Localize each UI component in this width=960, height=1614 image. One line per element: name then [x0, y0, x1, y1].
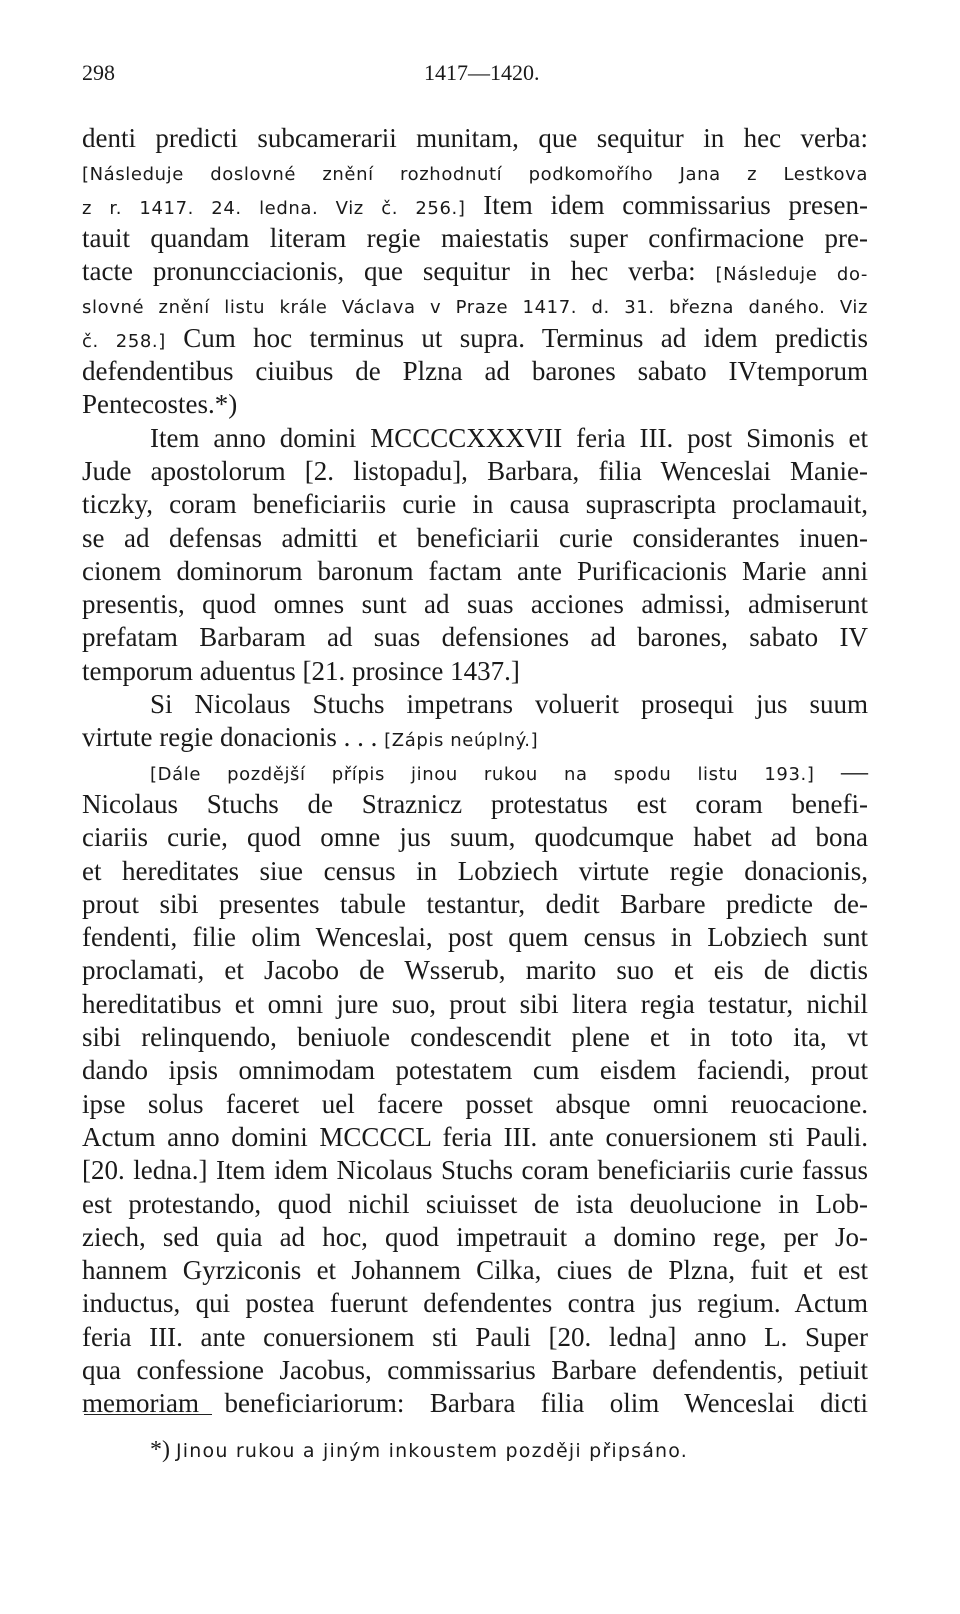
- latin-text: Actum anno domini MCCCCL feria III. ante conuersionem sti Pauli.: [82, 1121, 868, 1152]
- text-line: [82, 555, 868, 588]
- latin-text: presentis, quod omnes sunt ad suas acciones admissi, admiserunt: [82, 589, 868, 620]
- latin-text: proclamati, et Jacobo de Wsserub, marito suo et eis de dictis: [82, 955, 868, 986]
- text-line: [82, 455, 868, 488]
- editorial-note: [Následuje do-: [715, 264, 868, 286]
- text-line: [82, 688, 868, 721]
- latin-text: Cum hoc terminus ut supra. Terminus ad idem predictis: [165, 322, 868, 353]
- latin-text: qua confessione Jacobus, commissarius Barbare defendentis, petiuit: [82, 1354, 868, 1385]
- latin-text: cionem dominorum baronum factam ante Purificacionis Marie anni: [82, 555, 868, 586]
- text-line: [82, 1021, 868, 1054]
- latin-text: temporum aduentus [21. prosince 1437.]: [82, 655, 520, 686]
- latin-text: prout sibi presentes tabule testantur, dedit Barbare predicte de-: [82, 888, 868, 919]
- text-line: [82, 1188, 868, 1221]
- text-line: [82, 1088, 868, 1121]
- latin-text: fendenti, filie olim Wenceslai, post quem census in Lobziech sunt: [82, 922, 868, 953]
- text-line: [82, 1121, 868, 1154]
- text-line: [82, 1354, 868, 1387]
- text-line: [82, 122, 868, 155]
- text-line: [82, 788, 868, 821]
- text-line: [82, 1254, 868, 1287]
- text-line: [82, 488, 868, 521]
- text-line: [82, 522, 868, 555]
- latin-text: Item anno domini MCCCCXXXVII feria III. post Simonis et: [150, 422, 868, 453]
- editorial-note: z r. 1417. 24. ledna. Viz č. 256.]: [82, 197, 466, 219]
- text-line: [82, 288, 868, 321]
- text-line: [82, 355, 868, 388]
- latin-text: et hereditates siue census in Lobziech virtute regie donacionis,: [82, 855, 868, 886]
- latin-text: sibi relinquendo, beniuole condescendit plene et in toto ita, vt: [82, 1022, 868, 1053]
- latin-text: Nicolaus Stuchs de Straznicz protestatus est coram benefi-: [82, 788, 868, 819]
- latin-text: [20. ledna.] Item idem Nicolaus Stuchs coram beneficiariis curie fassus: [82, 1155, 868, 1186]
- footnote-text: Jinou rukou a jiným inkoustem později připsáno.: [176, 1440, 689, 1462]
- text-line: [82, 1054, 868, 1087]
- latin-text: tacte pronuncciacionis, que sequitur in hec verba:: [82, 256, 716, 287]
- text-line: [82, 755, 868, 788]
- editorial-note: slovné znění listu krále Václava v Praze 1417. d. 31. března daného. Viz: [82, 297, 868, 319]
- editorial-note: č. 258.]: [82, 330, 166, 352]
- latin-text: Item idem commissarius presen-: [465, 189, 868, 220]
- latin-text: feria III. ante conuersionem sti Pauli [20. ledna] anno L. Super: [82, 1321, 868, 1352]
- running-title-years: 1417—1420.: [424, 60, 540, 85]
- latin-text: —: [814, 755, 868, 786]
- text-line: [82, 821, 868, 854]
- text-line: [82, 189, 868, 222]
- latin-text: Si Nicolaus Stuchs impetrans voluerit prosequi jus suum: [150, 689, 868, 720]
- text-line: [82, 588, 868, 621]
- text-line: [82, 655, 868, 688]
- latin-text: tauit quandam literam regie maiestatis super confirmacione pre-: [82, 222, 868, 253]
- text-line: [82, 1154, 868, 1187]
- latin-text: prefatam Barbaram ad suas defensiones ad barones, sabato IV: [82, 622, 868, 653]
- page-number: 298: [82, 60, 115, 85]
- latin-text: virtute regie donacionis . . .: [82, 722, 385, 753]
- editorial-note: [Následuje doslovné znění rozhodnutí podkomořího Jana z Lestkova: [82, 164, 868, 186]
- footnote-marker: *): [150, 1437, 170, 1463]
- text-line: [82, 1287, 868, 1320]
- latin-text: memoriam beneficiariorum: Barbara filia olim Wenceslai dicti: [82, 1388, 868, 1419]
- text-line: [82, 721, 868, 754]
- text-line: [82, 954, 868, 987]
- latin-text: Jude apostolorum [2. listopadu], Barbara, filia Wenceslai Manie-: [82, 455, 868, 486]
- latin-text: hannem Gyrziconis et Johannem Cilka, ciues de Plzna, fuit et est: [82, 1255, 868, 1286]
- text-line: [82, 888, 868, 921]
- main-text: [82, 122, 868, 1421]
- text-line: [82, 322, 868, 355]
- text-line: [82, 921, 868, 954]
- text-line: [82, 1321, 868, 1354]
- page-header: [82, 60, 868, 100]
- latin-text: denti predicti subcamerarii munitam, que sequitur in hec verba:: [82, 123, 868, 153]
- text-line: [82, 155, 868, 188]
- latin-text: ziech, sed quia ad hoc, quod impetrauit a domino rege, per Jo-: [82, 1221, 868, 1252]
- text-line: [82, 422, 868, 455]
- text-line: [82, 388, 868, 421]
- editorial-note: [Dále pozdější přípis jinou rukou na spodu listu 193.]: [150, 763, 815, 785]
- footnote-divider: [84, 1414, 212, 1415]
- editorial-note: [Zápis neúplný.]: [384, 730, 539, 752]
- latin-text: defendentibus ciuibus de Plzna ad barones sabato IVtemporum: [82, 356, 868, 387]
- text-line: [82, 988, 868, 1021]
- latin-text: inductus, qui postea fuerunt defendentes contra jus regium. Actum: [82, 1288, 868, 1319]
- latin-text: se ad defensas admitti et beneficiarii curie considerantes inuen-: [82, 522, 868, 553]
- text-line: [82, 222, 868, 255]
- text-line: [82, 255, 868, 288]
- latin-text: est protestando, quod nichil sciuisset de ista deuolucione in Lob-: [82, 1188, 868, 1219]
- latin-text: ipse solus faceret uel facere posset absque omni reuocacione.: [82, 1088, 868, 1119]
- text-line: [82, 1387, 868, 1420]
- text-line: [82, 621, 868, 654]
- latin-text: ciariis curie, quod omne jus suum, quodcumque habet ad bona: [82, 822, 868, 853]
- footnote: [150, 1432, 870, 1468]
- latin-text: Pentecostes.*): [82, 389, 238, 420]
- text-line: [82, 1221, 868, 1254]
- latin-text: ticzky, coram beneficiariis curie in causa suprascripta proclamauit,: [82, 489, 868, 520]
- latin-text: dando ipsis omnimodam potestatem cum eisdem faciendi, prout: [82, 1055, 868, 1086]
- text-line: [82, 855, 868, 888]
- latin-text: hereditatibus et omni jure suo, prout sibi litera regia testatur, nichil: [82, 988, 868, 1019]
